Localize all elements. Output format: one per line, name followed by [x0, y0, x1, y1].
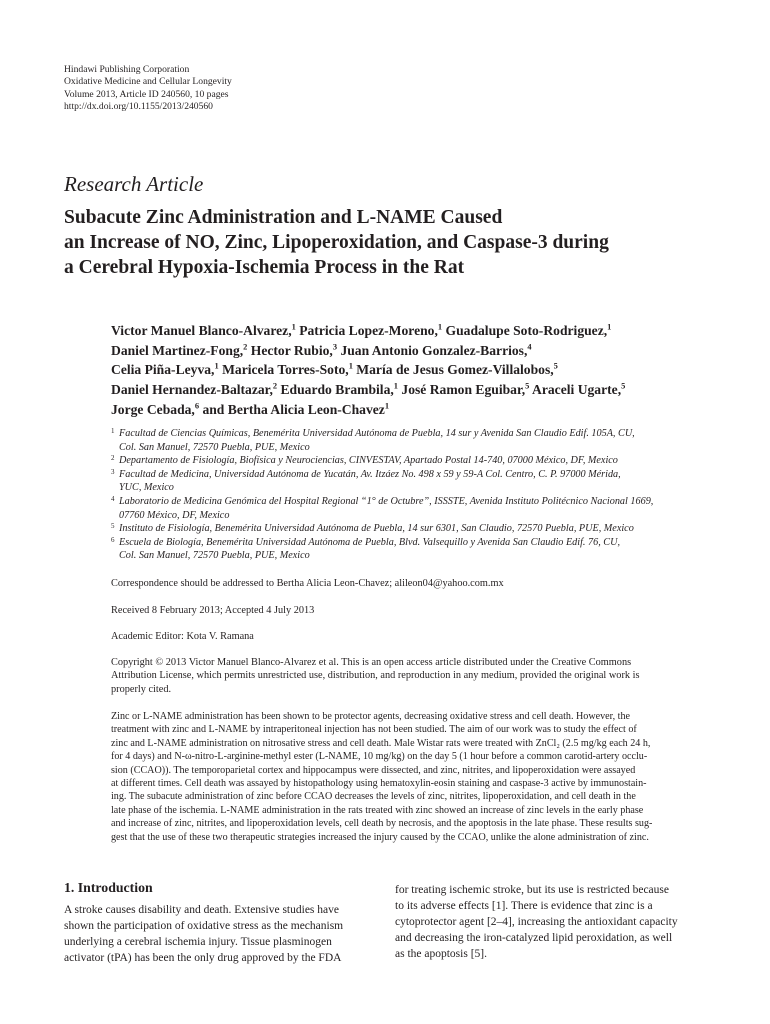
- author-name: José Ramon Eguibar,: [398, 382, 526, 398]
- body-line: A stroke causes disability and death. Extensive studies have: [64, 904, 339, 916]
- received-dates: Received 8 February 2013; Accepted 4 July 2013: [111, 605, 315, 616]
- author-name: Juan Antonio Gonzalez-Barrios,: [337, 342, 528, 358]
- affiliation-mark: 1: [393, 380, 398, 391]
- doi-link[interactable]: http://dx.doi.org/10.1155/2013/240560: [64, 101, 213, 113]
- affiliation-mark: 1: [291, 321, 296, 332]
- abstract: [111, 710, 705, 844]
- article-title: [64, 205, 714, 280]
- affiliation-number: 6: [111, 535, 115, 544]
- affiliation-mark: 5: [525, 380, 530, 391]
- affiliation-mark: 5: [621, 380, 626, 391]
- author-name: and Bertha Alicia Leon-Chavez: [199, 401, 385, 417]
- abstract-line: and increase of zinc, nitrites, and lipoperoxidation levels, cell death by necrosis, and the apoptosis in the late phase. These results sug-: [111, 818, 653, 830]
- author-name: Daniel Hernandez-Baltazar,: [111, 382, 273, 398]
- author-name: Daniel Martinez-Fong,: [111, 342, 244, 358]
- author-name: Hector Rubio,: [247, 342, 333, 358]
- body-line: and decreasing the iron-catalyzed lipid peroxidation, as well: [395, 932, 673, 944]
- body-line: to its adverse effects [1]. There is evidence that zinc is a: [395, 900, 653, 912]
- body-line: underlying a cerebral ischemia injury. Tissue plasminogen: [64, 936, 332, 948]
- author-name: Araceli Ugarte,: [529, 382, 622, 398]
- affiliation-item: [111, 536, 711, 563]
- copyright-line: Copyright © 2013 Victor Manuel Blanco-Alvarez et al. This is an open access article distributed under the Creative Commons: [111, 657, 632, 668]
- intro-column-right: [395, 882, 705, 962]
- author-name: Eduardo Brambila,: [277, 382, 394, 398]
- section-heading: 1. Introduction: [64, 880, 153, 895]
- affiliation-mark: 2: [272, 380, 278, 391]
- affiliation-mark: 5: [553, 360, 558, 371]
- body-line: cytoprotector agent [2–4], increasing the antioxidant capacity: [395, 916, 678, 928]
- affiliation-item: [111, 468, 711, 495]
- affiliation-mark: 1: [437, 321, 443, 332]
- abstract-line: treatment with zinc and L-NAME by intraperitoneal injection has not been studied. The aim of our work was to study the effect of: [111, 724, 637, 736]
- abstract-line: Zinc or L-NAME administration has been shown to be protector agents, decreasing oxidative stress and cell death. However, the: [111, 711, 630, 722]
- affiliation-line: Departamento de Fisiología, Biofísica y Neurociencias, CINVESTAV, Apartado Postal 14-740, 07000 México, DF, Mexico: [119, 455, 618, 467]
- affiliation-number: 4: [111, 494, 115, 503]
- author-name: Patricia Lopez-Moreno,: [295, 323, 438, 338]
- abstract-line: late phase of the ischemia. L-NAME administration in the rats treated with zinc showed an increase of zinc levels in the early phase: [111, 804, 644, 816]
- copyright-notice: [111, 656, 705, 696]
- affiliation-number: 5: [111, 522, 115, 531]
- affiliation-item: [111, 522, 711, 536]
- body-line: shown the participation of oxidative stress as the mechanism: [64, 920, 344, 932]
- affiliation-line: 07760 México, DF, Mexico: [119, 509, 230, 521]
- affiliation-mark: 3: [332, 341, 338, 352]
- affiliation-line: Escuela de Biología, Benemérita Universidad Autónoma de Puebla, Blvd. Valsequillo y Avenida San Claudio Edif. 76, CU,: [119, 536, 621, 548]
- copyright-line: Attribution License, which permits unrestricted use, distribution, and reproduction in any medium, provided the original work is: [111, 670, 640, 682]
- body-line: as the apoptosis [5].: [395, 948, 487, 960]
- affiliation-item: [111, 427, 711, 454]
- title-line: Subacute Zinc Administration and L-NAME Caused: [64, 207, 503, 228]
- academic-editor: Academic Editor: Kota V. Ramana: [111, 631, 254, 642]
- affiliation-mark: 1: [214, 360, 219, 371]
- author-name: Celia Piña-Leyva,: [111, 362, 215, 378]
- abstract-line: sion (CCAO)). The temporoparietal cortex and hippocampus were dissected, and zinc, nitrites, and lipoperoxidation were assayed: [111, 764, 636, 776]
- title-line: a Cerebral Hypoxia-Ischemia Process in the Rat: [64, 257, 465, 278]
- affiliation-list: [111, 427, 711, 563]
- affiliation-mark: 1: [384, 400, 390, 411]
- affiliation-number: 1: [111, 427, 115, 435]
- abstract-line: gest that the use of these two therapeutic strategies increased the injury caused by the CCAO, unlike the alone administration of zinc.: [111, 831, 649, 843]
- journal-name: Oxidative Medicine and Cellular Longevity: [64, 76, 232, 88]
- abstract-line: at different times. Cell death was assayed by histopathology using hematoxylin-eosin staining and caspase-3 active by immunostain-: [111, 778, 647, 790]
- abstract-line: zinc and L-NAME administration on nitrosative stress and cell death. Male Wistar rats were treated with ZnCl₂ (2.5 mg/kg each 24 h,: [111, 737, 651, 749]
- author-name: Jorge Cebada,: [111, 401, 195, 417]
- abstract-line: ing. The subacute administration of zinc before CCAO decreases the levels of zinc, nitrites, lipoperoxidation, and cell death in the: [111, 791, 636, 803]
- affiliation-line: Col. San Manuel, 72570 Puebla, PUE, Mexico: [119, 550, 310, 562]
- affiliation-item: [111, 495, 711, 522]
- affiliation-mark: 6: [194, 400, 200, 411]
- affiliation-line: Laboratorio de Medicina Genómica del Hospital Regional “1° de Octubre”, ISSSTE, Avenida Instituto Politécnico Nacional 1669,: [119, 495, 654, 507]
- author-line: [111, 321, 711, 341]
- abstract-line: for 4 days) and N-ω-nitro-L-arginine-methyl ester (L-NAME, 10 mg/kg) on the day 5 (1 hour before a common carotid-artery occlu-: [111, 751, 648, 763]
- affiliation-item: [111, 454, 711, 468]
- author-name: Maricela Torres-Soto,: [218, 362, 349, 378]
- affiliation-line: Instituto de Fisiología, Benemérita Universidad Autónoma de Puebla, 14 sur 6301, San Claudio, 72570 Puebla, PUE, Mexico: [119, 523, 634, 535]
- copyright-line: properly cited.: [111, 683, 172, 695]
- author-list: [111, 321, 711, 420]
- author-line: [111, 341, 711, 361]
- author-line: [111, 400, 711, 420]
- affiliation-mark: 2: [243, 341, 248, 352]
- author-name: María de Jesus Gomez-Villalobos,: [352, 362, 554, 378]
- journal-header: [64, 64, 232, 114]
- publisher: Hindawi Publishing Corporation: [64, 64, 190, 75]
- author-name: Guadalupe Soto-Rodriguez,: [442, 323, 608, 338]
- affiliation-mark: 1: [607, 321, 612, 332]
- author-line: [111, 360, 711, 380]
- affiliation-line: YUC, Mexico: [119, 482, 174, 494]
- correspondence: Correspondence should be addressed to Bertha Alicia Leon-Chavez; alileon04@yahoo.com.mx: [111, 578, 504, 589]
- affiliation-line: Facultad de Medicina, Universidad Autónoma de Yucatán, Av. Itzáez No. 498 x 59 y 59-A Col. Centro, C. P. 97000 Mérida,: [119, 468, 621, 480]
- article-type: Research Article: [64, 172, 204, 196]
- body-line: activator (tPA) has been the only drug approved by the FDA: [64, 952, 342, 964]
- affiliation-line: Col. San Manuel, 72570 Puebla, PUE, Mexico: [119, 441, 310, 453]
- author-name: Victor Manuel Blanco-Alvarez,: [111, 323, 292, 338]
- affiliation-number: 2: [111, 454, 115, 463]
- intro-column-left: [64, 902, 374, 966]
- title-line: an Increase of NO, Zinc, Lipoperoxidation, and Caspase-3 during: [64, 232, 609, 253]
- author-line: [111, 380, 711, 400]
- affiliation-line: Facultad de Ciencias Químicas, Benemérita Universidad Autónoma de Puebla, 14 sur y Avenida San Claudio Edif. 105A, CU,: [119, 428, 635, 439]
- body-line: for treating ischemic stroke, but its use is restricted because: [395, 884, 669, 896]
- affiliation-mark: 4: [527, 341, 532, 352]
- affiliation-number: 3: [111, 467, 115, 476]
- affiliation-mark: 1: [348, 360, 353, 371]
- volume-info: Volume 2013, Article ID 240560, 10 pages: [64, 88, 229, 100]
